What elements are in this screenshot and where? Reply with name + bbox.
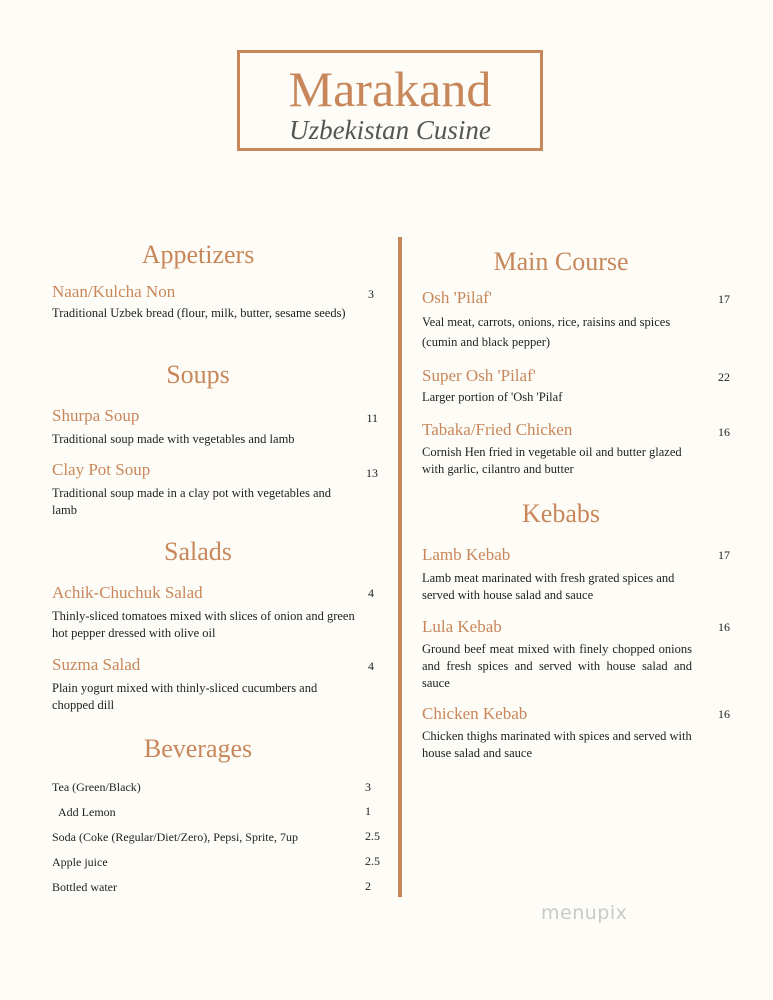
section-title-beverages: Beverages xyxy=(143,734,253,763)
beverage-price: 2 xyxy=(365,879,371,893)
beverage-name: Apple juice xyxy=(52,855,108,869)
menu-item-price: 4 xyxy=(368,586,374,600)
menu-item-name: Lula Kebab xyxy=(422,617,502,636)
beverage-name: Bottled water xyxy=(52,880,117,894)
menu-item-price: 17 xyxy=(718,548,730,562)
menu-item-price: 4 xyxy=(368,659,374,673)
section-title-appetizers: Appetizers xyxy=(141,240,255,269)
menu-item-name: Osh 'Pilaf' xyxy=(422,288,492,307)
menu-item-name: Tabaka/Fried Chicken xyxy=(422,420,573,439)
beverage-name: Tea (Green/Black) xyxy=(52,780,141,794)
restaurant-name: Marakand xyxy=(288,61,492,117)
section-title-soups: Soups xyxy=(166,360,230,389)
menu-item-name: Super Osh 'Pilaf' xyxy=(422,366,536,385)
beverage-price: 1 xyxy=(365,804,371,818)
beverage-price: 2.5 xyxy=(365,854,380,868)
restaurant-logo xyxy=(237,50,543,151)
menu-item-price: 16 xyxy=(718,707,730,721)
menu-item-name: Naan/Kulcha Non xyxy=(52,282,176,301)
restaurant-subtitle: Uzbekistan Cusine xyxy=(289,115,491,145)
menu-item-desc: Thinly-sliced tomatoes mixed with slices of onion and green hot pepper dressed with olive oil xyxy=(52,609,355,640)
menu-item-desc: Larger portion of 'Osh 'Pilaf xyxy=(422,390,563,404)
section-title-kebabs: Kebabs xyxy=(522,499,600,528)
menu-item-name: Lamb Kebab xyxy=(422,545,511,564)
menu-item-desc: Veal meat, carrots, onions, rice, raisins and spices (cumin and black pepper) xyxy=(422,315,671,349)
beverage-name: Soda (Coke (Regular/Diet/Zero), Pepsi, Sprite, 7up xyxy=(52,830,298,844)
menu-item-price: 16 xyxy=(718,620,730,634)
menu-item-desc: Chicken thighs marinated with spices and served with house salad and sauce xyxy=(422,729,692,760)
menu-item-price: 17 xyxy=(718,292,730,306)
beverage-price: 2.5 xyxy=(365,829,380,843)
menu-item-price: 16 xyxy=(718,425,730,439)
beverage-name: Add Lemon xyxy=(58,805,116,819)
menu-item-desc: Traditional soup made in a clay pot with vegetables and lamb xyxy=(52,486,331,517)
section-title-main-course: Main Course xyxy=(493,247,629,276)
menu-item-desc: Traditional Uzbek bread (flour, milk, butter, sesame seeds) xyxy=(52,306,346,320)
menu-item-price: 22 xyxy=(718,370,730,384)
section-title-salads: Salads xyxy=(164,537,232,566)
menu-item-desc: Plain yogurt mixed with thinly-sliced cucumbers and chopped dill xyxy=(52,681,318,712)
menu-item-name: Achik-Chuchuk Salad xyxy=(52,583,203,602)
menu-item-price: 13 xyxy=(366,466,378,480)
menu-item-desc: Ground beef meat mixed with finely chopped onions and fresh spices and served with house salad and sauce xyxy=(422,642,692,690)
menu-item-price: 3 xyxy=(368,287,374,301)
menupix-watermark: menupix xyxy=(541,902,628,924)
menu-item-desc: Traditional soup made with vegetables and lamb xyxy=(52,432,295,446)
menu-item-name: Suzma Salad xyxy=(52,655,141,674)
menu-item-name: Chicken Kebab xyxy=(422,704,528,723)
menu-item-name: Clay Pot Soup xyxy=(52,460,151,479)
menu-item-desc: Lamb meat marinated with fresh grated spices and served with house salad and sauce xyxy=(422,571,675,602)
beverage-price: 3 xyxy=(365,780,371,794)
menu-item-desc: Cornish Hen fried in vegetable oil and butter glazed with garlic, cilantro and butter xyxy=(422,445,682,476)
menu-item-name: Shurpa Soup xyxy=(52,406,140,425)
column-divider xyxy=(398,237,402,897)
menu-item-price: 11 xyxy=(366,411,378,425)
